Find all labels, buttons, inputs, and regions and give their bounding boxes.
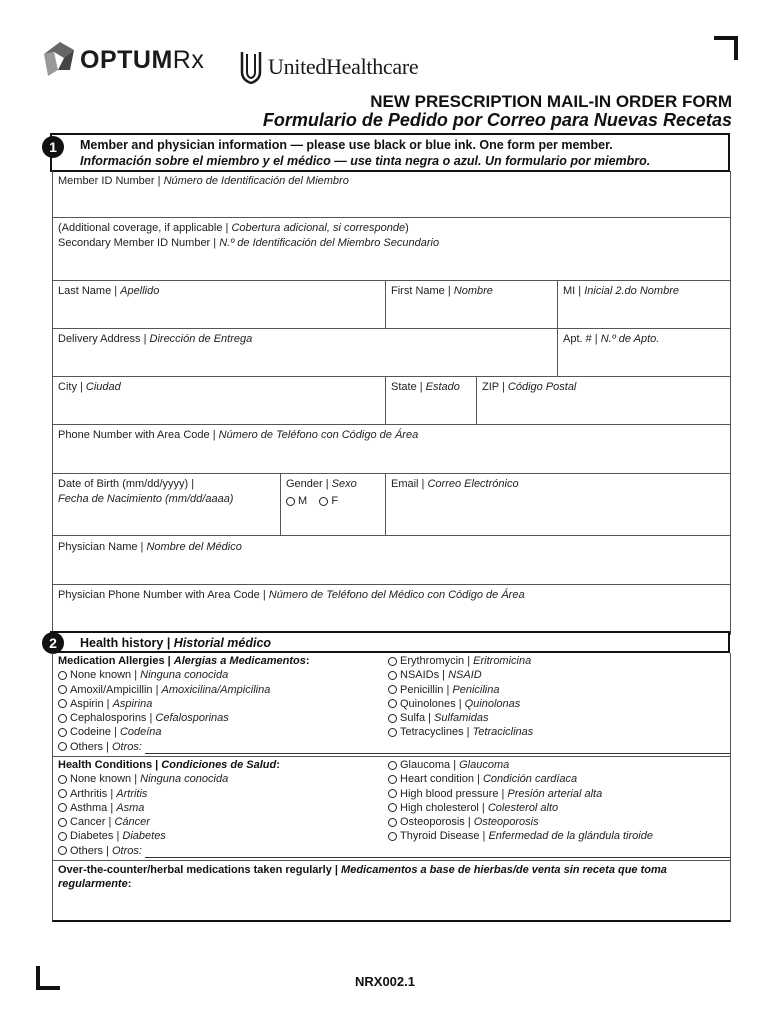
optum-wordmark: OPTUMRx	[80, 45, 205, 74]
physician-phone-field[interactable]: Physician Phone Number with Area Code | Número de Teléfono del Médico con Código de Área	[58, 589, 525, 601]
gender-female-radio[interactable]: F	[319, 495, 338, 507]
allergy-option[interactable]: Quinolones | Quinolonas	[388, 697, 533, 711]
phone-field[interactable]: Phone Number with Area Code | Número de Teléfono con Código de Área	[58, 429, 419, 441]
section-2-title: Health history | Historial médico	[80, 636, 272, 650]
section-2-number: 2	[42, 632, 64, 654]
state-field[interactable]: State | Estado	[391, 381, 460, 393]
form-title-english: NEW PRESCRIPTION MAIL-IN ORDER FORM	[370, 92, 732, 111]
radio-circle-icon	[58, 685, 67, 694]
allergy-option[interactable]: Sulfa | Sulfamidas	[388, 711, 533, 725]
radio-circle-icon	[58, 832, 67, 841]
allergies-list-right	[388, 654, 533, 740]
section-2-header	[50, 631, 730, 653]
uhc-wordmark: UnitedHealthcare	[268, 54, 419, 79]
condition-option[interactable]: Cancer | Cáncer	[58, 815, 730, 829]
condition-option[interactable]: High blood pressure | Presión arterial alta	[388, 787, 653, 801]
delivery-address-field[interactable]: Delivery Address | Dirección de Entrega	[58, 333, 253, 345]
allergy-option[interactable]: Penicillin | Penicilina	[388, 683, 533, 697]
radio-circle-icon	[388, 761, 397, 770]
last-name-field[interactable]: Last Name | Apellido	[58, 285, 160, 297]
allergy-others-option[interactable]: Others | Otros:	[58, 740, 730, 754]
zip-field[interactable]: ZIP | Código Postal	[482, 381, 577, 393]
condition-option[interactable]: Glaucoma | Glaucoma	[388, 758, 653, 772]
email-field[interactable]: Email | Correo Electrónico	[391, 478, 519, 490]
otc-medications-field[interactable]: Over-the-counter/herbal medications taken regularly | Medicamentos a base de hierbas/de venta sin receta que toma regularmente:	[58, 864, 667, 890]
uhc-shield-icon	[240, 50, 262, 84]
radio-circle-icon	[388, 714, 397, 723]
radio-circle-icon	[58, 775, 67, 784]
section-1-instructions	[52, 135, 728, 169]
radio-circle-icon	[58, 728, 67, 737]
condition-option[interactable]: High cholesterol | Colesterol alto	[388, 801, 653, 815]
radio-circle-icon	[388, 728, 397, 737]
condition-option[interactable]: Arthritis | Artritis	[58, 787, 730, 801]
section-1-instructions-es: Información sobre el miembro y el médico — use tinta negra o azul. Un formulario por miembro.	[80, 154, 651, 168]
form-code: NRX002.1	[355, 974, 415, 989]
radio-circle-icon	[388, 832, 397, 841]
condition-others-option[interactable]: Others | Otros:	[58, 844, 730, 858]
radio-circle-icon	[388, 775, 397, 784]
radio-circle-icon	[388, 789, 397, 798]
radio-circle-icon	[58, 846, 67, 855]
radio-circle-icon	[58, 789, 67, 798]
radio-circle-icon	[58, 803, 67, 812]
allergy-option[interactable]: Aspirin | Aspirina	[58, 697, 730, 711]
radio-circle-icon	[286, 497, 295, 506]
condition-option[interactable]: None known | Ninguna conocida	[58, 772, 730, 786]
condition-option[interactable]: Diabetes | Diabetes	[58, 829, 730, 843]
radio-circle-icon	[388, 671, 397, 680]
section-1-header	[50, 133, 730, 172]
date-of-birth-field[interactable]: Date of Birth (mm/dd/yyyy) | Fecha de Nacimiento (mm/dd/aaaa)	[58, 478, 234, 505]
radio-circle-icon	[58, 671, 67, 680]
radio-circle-icon	[58, 699, 67, 708]
secondary-member-id-field[interactable]: (Additional coverage, if applicable | Cobertura adicional, si corresponde) Secondary Member ID Number | N.º de Identificación del Miembro Secundario	[58, 222, 440, 249]
conditions-list-right	[388, 758, 653, 844]
condition-option[interactable]: Thyroid Disease | Enfermedad de la glándula tiroide	[388, 829, 653, 843]
physician-name-field[interactable]: Physician Name | Nombre del Médico	[58, 541, 242, 553]
optum-mark-icon	[40, 40, 76, 80]
allergy-option[interactable]: Codeine | Codeína	[58, 725, 730, 739]
first-name-field[interactable]: First Name | Nombre	[391, 285, 493, 297]
allergy-option[interactable]: Tetracyclines | Tetraciclinas	[388, 725, 533, 739]
member-id-field[interactable]: Member ID Number | Número de Identificación del Miembro	[58, 175, 349, 187]
conditions-heading: Health Conditions | Condiciones de Salud:	[58, 759, 280, 771]
radio-circle-icon	[58, 818, 67, 827]
allergy-others-input[interactable]	[145, 743, 730, 754]
allergy-option[interactable]: None known | Ninguna conocida	[58, 668, 730, 682]
corner-mark-top-right	[714, 36, 738, 60]
city-field[interactable]: City | Ciudad	[58, 381, 121, 393]
apartment-field[interactable]: Apt. # | N.º de Apto.	[563, 333, 660, 345]
form-title-spanish: Formulario de Pedido por Correo para Nuevas Recetas	[262, 110, 732, 130]
radio-circle-icon	[388, 803, 397, 812]
condition-option[interactable]: Osteoporosis | Osteoporosis	[388, 815, 653, 829]
radio-circle-icon	[58, 714, 67, 723]
section-1-number: 1	[42, 136, 64, 158]
middle-initial-field[interactable]: MI | Inicial 2.do Nombre	[563, 285, 679, 297]
radio-circle-icon	[388, 685, 397, 694]
gender-field: Gender | Sexo M F	[286, 478, 357, 507]
radio-circle-icon	[319, 497, 328, 506]
allergy-option[interactable]: Erythromycin | Eritromicina	[388, 654, 533, 668]
health-history-section	[52, 653, 731, 922]
condition-option[interactable]: Heart condition | Condición cardíaca	[388, 772, 653, 786]
radio-circle-icon	[388, 818, 397, 827]
section-1-instructions-en: Member and physician information — please use black or blue ink. One form per member.	[80, 138, 613, 152]
allergies-heading: Medication Allergies | Alergias a Medicamentos:	[58, 655, 310, 667]
allergy-option[interactable]: Cephalosporins | Cefalosporinas	[58, 711, 730, 725]
radio-circle-icon	[58, 742, 67, 751]
radio-circle-icon	[388, 699, 397, 708]
condition-option[interactable]: Asthma | Asma	[58, 801, 730, 815]
member-physician-form	[52, 171, 731, 635]
allergy-option[interactable]: NSAIDs | NSAID	[388, 668, 533, 682]
condition-others-input[interactable]	[145, 847, 730, 858]
optum-rx-logo	[40, 40, 204, 80]
gender-male-radio[interactable]: M	[286, 495, 307, 507]
allergy-option[interactable]: Amoxil/Ampicillin | Amoxicilina/Ampicilina	[58, 683, 730, 697]
unitedhealthcare-logo	[240, 50, 418, 84]
radio-circle-icon	[388, 657, 397, 666]
